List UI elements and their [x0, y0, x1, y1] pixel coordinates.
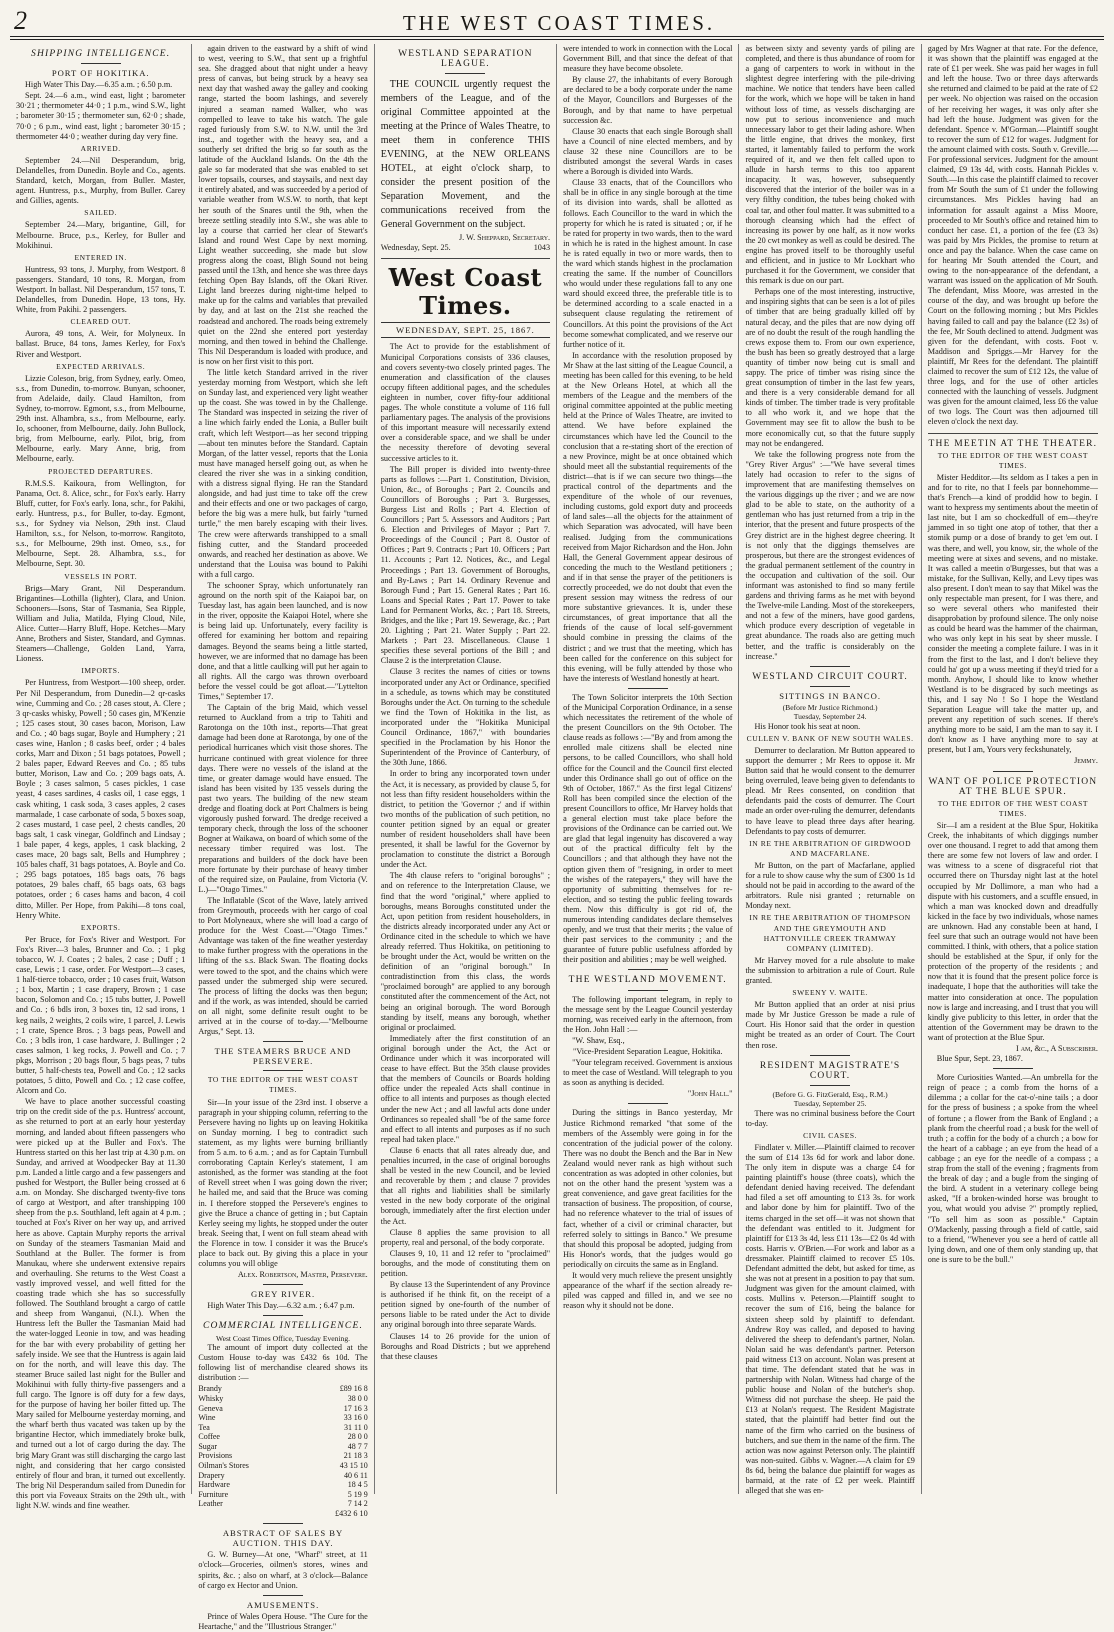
editorial-paragraph: The Act to provide for the establishment of Municipal Corporations consists of 336 clauses, and covers seventy-two closely printed pages. The enumeration and classification of the clauses occupy fifteen additional pages, and the schedules eighteen in number, cover fifty-four additional pages. The whole constitute a volume of 116 full parliamentary pages. The analysis of the provisions of this important measure will necessarily extend over a considerable space, and we shall be under the necessity therefore of devoting several successive articles to it. — [380, 342, 551, 463]
sittings-heading: SITTINGS IN BANCO. — [779, 690, 882, 701]
editorial-paragraph: The Bill proper is divided into twenty-three parts as follows :—Part 1. Constitution, Division, Union, &c., of Boroughs ; Part 2. Councils and Councillors of Boroughs ; Part 3. Burgesses, Burgess List and Rolls ; Part 4. Election of Councillors ; Part 5. Assessors and Auditors ; Part 6. Election and Privileges of Mayor ; Part 7. Proceedings of the Council ; Part 8. Oustor of Offices ; Part 9. Contracts ; Part 10. Officers ; Part 11. Accounts ; Part 12. Notices, &c., and Legal Proceedings ; Part 13. Government of Boroughs, and By-Laws ; Part 14. Ordinary Revenue and Borough Fund ; Part 15. General Rates ; Part 16. Loans and Special Rates ; Part 17. Power to take Land for Permanent Works, &c. ; Part 18. Streets, Bridges, and the like ; Part 19. Sewerage, &c. ; Part 20. Lighting ; Part 21. Water Supply ; Part 22. Markets ; Part 23. Miscellaneous. Clause 1 specifies these several portions of the Bill ; and Clause 2 is the interpretation Clause. — [380, 464, 551, 666]
editorial-masthead: West Coast Times. — [388, 263, 543, 321]
banco-paragraph: During the sittings in Banco yesterday, Mr Justice Richmond remarked "that some of the members of the Assembly were going in for the concentration of the judicial power of the colony. There was no doubt the Bench and the Bar in New Zealand would never rank as high without such concentration as was adopted in other colonies, but not on the other hand the present 'system was a great convenience, and gave great facilities for the transaction of business. The proposition, of course, had no reference whatever to the trial of issues of fact, whether of a civil or criminal character, but referred solely to sittings in Banco." We presume that should this proposal be adopted, judging from His Honor's words, that the judges would go periodically on circuits the same as in England. — [563, 1108, 733, 1269]
duty-item: Brandy — [198, 1384, 222, 1394]
civil-cases-heading: CIVIL CASES. — [803, 1130, 858, 1140]
divider — [810, 1085, 850, 1086]
telegram-addressee-title: "Vice-President Separation League, Hokitika. — [573, 1047, 723, 1056]
progress-paragraph: We take the following progress note from the "Grey River Argus" :—"We have several times lately had occasion to refer to the signs of improvement that are manifesting themselves on the various diggings up the river ; and we are now glad to be able to state, on the authority of a gentleman who has just returned from a trip in the interior, that the present and future prospects of the Grey district are in the highest degree cheering. It is not only that the diggings themselves are prosperous, but there are the strongest evidences of the gradual permanent settlement of the country in the occupation and cultivation of the soil. Our informant was astonished to find so many fertile gardens and thriving farms as he met with beyond the Twelve-mile Landing. Most of the storekeepers, and not a few of the miners, have good gardens, which produce every description of vegetable in great abundance. The roads also are getting much better, and the traffic is considerably on the increase." — [745, 449, 915, 661]
wharf-paragraph: It would very much relieve the present unsightly appearance of the wharf if the section already re-piled was capped and filled in, and we see no reason why it should not be done. — [563, 1270, 733, 1311]
entered-heading: ENTERED IN. — [74, 252, 127, 262]
divider — [263, 1041, 303, 1042]
editorial-paragraph: Clauses 14 to 26 provide for the union of Boroughs and Road Districts ; but we apprehend that these clauses — [380, 1331, 551, 1361]
columns — [10, 44, 1104, 1631]
masthead — [10, 6, 1104, 37]
vessels-in-port-text: Brigs—Mary Grant, Nil Desperandum. Brigantines—Lothilla (lighter), Clara, and Union. Schooners—Isons, Star of Tasmania, Sea Ripple, William and Julia, Matilda, Flying Cloud, Nile, Alice. Cutter—Harry Bluff, Hope. Ketches—Mary Anne, Brothers and Sister, Standard, and Gymnas. Steamers—Challenge, Golden Land, Yarra, Lioness. — [16, 583, 186, 664]
duty-amount: 33 16 0 — [343, 1413, 368, 1423]
coastal-news: We have to place another successful coasting trip on the credit side of the p.s. Huntress' account, as she returned to port at an early hour yesterday morning, and landed about fifteen passengers who were picked up at the Buller and Fox's. The Huntress started on this her last trip at 4.30 p.m. on Sunday, and arrived at Woodpecker Bay at 11.30 p.m. Landed a little cargo and a few passengers and pushed for Westport, the Buller being crossed at 6 a.m. on Monday. She discharged twenty-five tons of cargo at Westport, and after transhipping 100 sheep from the p.s. Southland, left again at 4 p.m. ; touched at Fox's River on her way up, and arrived here as above. Captain Murphy reports the arrival on Sunday of the steamers Tasmanian Maid and Southland at the Buller. The former is from Manukau, where she underwent extensive repairs and overhauling. She returns to the West Coast a vastly improved vessel, and well fitted for the coasting trade which she has so successfully followed. The Southland brought a cargo of cattle and sheep from Wanganui, (N.I.). When the Huntress left the Buller the Tasmanian Maid had the water-logged Leonie in tow, and was heading for the bar with every probability of getting her safely inside. We see that the Huntress is again laid on for the north, and will leave this day. The steamer Bruce sailed last night for the Buller and Mokihinui with fully thirty-five passengers and a full cargo. The Ignore is off duty for a few days, for the purpose of having her boiler fitted up. The Mary sailed for Melbourne yesterday morning, and the wharf berth thus vacated was taken up by the brigantine Hector, which immediately broke bulk, and turned out a lot of cargo during the day. The brig Mary Grant was still discharging the cargo last night, and considering that her cargo consisted entirely of flour and bran, it turned out excellently. The brig Nil Desperandum sailed from Dunedin for this port via Foveaux Straits on the 29th ult., with light N.W. winds and fine weather. — [16, 1097, 186, 1511]
divider — [993, 1068, 1033, 1069]
duty-amount: 17 16 3 — [343, 1403, 368, 1413]
imports-text: Per Huntress, from Westport—100 sheep, order. Per Nil Desperandum, from Dunedin—2 qr-casks wine, Cumming and Co. ; 28 cases stout, A. Clere ; 3 qr-casks whisky, Powell ; 50 cases gin, M'Kenzie ; 125 cases stout, 30 cases bacon, Morison, Law and Co. ; 40 bags sugar, Boyle and Humphery ; 21 cases wine, Hanlon ; 8 casks beef, order ; 4 bales corks, Marr and Dixon ; 51 bags potatoes, Powell ; 2 bales paper, Edward Reeves and Co. ; 85 tubs butter, Morison, Law and Co. ; 209 bags oats, A. Boyle ; 3 cases salmon, 5 cases pickles, 1 case yeast, 4 cases sardines, 4 casks oil, 1 case eggs, 1 cask whiting, 1 cask soda, 3 cases apples, 2 cases marmalade, 1 case carbonate of soda, 5 boxes soap, 2 cases mustard, 1 case peel, 2 chests candles, 20 bags salt, 1 cask vinegar, Goldfinch and Lindsay ; 1 bale paper, 4 kegs, apples, 1 cask blacking, 2 cases mace, 20 bags salt, Bells and Humphrey ; 105 bales chaff, 31 bags potatoes, A. Boyle and Co. ; 295 bags potatoes, 185 bags oats, 76 bags potatoes, 29 bales chaff, 65 bags oats, 63 bags potatoes, order ; 6 cases hams and bacon, 4 coil ditto, Miller. Per Hope, from Pakihi—8 tons coal, Henry White. — [16, 678, 186, 920]
weather-report: Sept. 24.—6 a.m., wind east, light ; barometer 30·21 ; thermometer 44·0 ; 1 p.m., wind S.W., light ; barometer 30·15 ; thermometer sun, 62·0 ; shade, 70·0 ; 6 p.m., wind east, light ; barometer 30·15 ; thermometer 44·0 ; weather during day very fine. — [16, 91, 186, 141]
to-editor-line: TO THE EDITOR OF THE WEST COAST TIMES. — [207, 1075, 359, 1095]
divider — [628, 990, 668, 991]
to-editor-line: TO THE EDITOR OF THE WEST COAST TIMES. — [937, 798, 1089, 818]
case-heading: IN RE THE ARBITRATION OF THOMPSON AND THE GREYMOUTH AND HATTONVILLE CREEK TRAMWAY COMPANY (LIMITED). — [749, 913, 911, 953]
duty-item: Coffee — [198, 1432, 220, 1442]
court-opening: His Honor took his seat at noon. — [754, 721, 861, 731]
to-editor-line: TO THE EDITOR OF THE WEST COAST TIMES. — [937, 450, 1089, 470]
duty-amount: 21 18 3 — [343, 1451, 368, 1461]
spray-report: The schooner Spray, which unfortunately ran aground on the north spit of the Kaiapoi bar, on Tuesday last, has again been launched, and is now in the river, opposite the Kaiapoi Hotel, where she is being laid up. Unfortunately, every facility is offered for examining her bottom and repairing damages. Beyond the seams being a little started, however, we are informed that no damage has been done, and that a little caulking will put her again to all rights. All the cargo was thrown overboard before the vessel could be got afloat.—"Lyttelton Times," September 17. — [198, 580, 368, 701]
piles-paragraph: as between sixty and seventy yards of piling are completed, and there is thus abundance of room for a gang of carpenters to work in without in the slightest degree interfering with the pile-driving machine. We notice that tenders have been called for the work, which we hope will be taken in hand without loss of time, as vessels discharging are now put to serious inconvenience and much unnecessary labor to get their lading ashore. When the little engine, that drives the monkey, first started, it lamentably failed to perform the work required of it, and we then felt called upon to allude in harsh terms to this too apparent incapacity. It was, however, subsequently discovered that the interior of the boiler was in a very filthy condition, the tubes being choked with coal tar, and other foul matter. It was submitted to a thorough cleansing which had the effect of increasing its power by one half, as it now works the 20 cwt monkey as well as could be desired. The engine has proved itself to be thoroughly useful and efficient, and in justice to Mr Lockhart who purchased it for the Government, we consider that this remark is due on our part. — [745, 44, 915, 286]
divider — [810, 1055, 850, 1056]
divider — [445, 73, 485, 74]
port-heading: PORT OF HOKITIKA. — [51, 68, 150, 79]
duty-row — [198, 1471, 367, 1481]
police-letter-date: Blue Spur, Sept. 23, 1867. — [936, 1054, 1023, 1064]
vessels-in-port-heading: VESSELS IN PORT. — [64, 571, 138, 581]
league-date: Wednesday, Sept. 25. — [380, 243, 451, 253]
duty-amount: 28 0 0 — [347, 1432, 368, 1442]
newspaper-title: THE WEST COAST TIMES. — [402, 11, 716, 35]
divider — [810, 666, 850, 667]
duty-row — [198, 1423, 367, 1433]
court-date: Tuesday, September 24. — [793, 712, 867, 722]
masthead-rule — [10, 39, 1104, 40]
telegram-text: "Your telegram received. Government is anxious to meet the case of Westland. Will telegraph to you as soon as anything is decided. — [563, 1058, 733, 1088]
auction-text: G. W. Burney—At one, "Wharf" street, at 11 o'clock—Groceries, oilmen's stores, wines and spirits, &c. ; also on wharf, at 3 o'clock—Balance of cargo ex Hector and Union. — [198, 1550, 368, 1590]
police-letter-heading: WANT OF POLICE PROTECTION AT THE BLUE SPUR. — [928, 776, 1098, 797]
court-before: (Before Mr Justice Richmond.) — [782, 702, 878, 712]
divider — [263, 1523, 303, 1524]
rm-date: Tuesday, September 25. — [793, 1099, 867, 1109]
duty-row — [198, 1499, 367, 1509]
movement-text: The following important telegram, in reply to the message sent by the League Council yesterday morning, was received early in the afternoon, from the Hon. John Hall :— — [563, 994, 733, 1034]
cleared-text: Aurora, 49 tons, A. Weir, for Molyneux. In ballast. Bruce, 84 tons, James Kerley, for Fox's River and Westport. — [16, 329, 186, 359]
circuit-court-heading: WESTLAND CIRCUIT COURT. — [752, 671, 908, 682]
telegram-signature: "John Hall." — [687, 1089, 733, 1099]
rm-before: (Before G. G. FitzGerald, Esq., R.M.) — [772, 1089, 888, 1099]
duty-item: Leather — [198, 1499, 223, 1509]
editorial-paragraph: In order to bring any incorporated town under the Act, it is necessary, as provided by clause 5, for not less than fifty resident householders within the district, to petition the 'Governor ;' and if within two months of the publication of such petition, no counter petition signed by an equal or greater number of resident householders shall have been presented, it shall be lawful for the Governor by proclamation to constitute the district a Borough under the Act. — [380, 769, 551, 870]
duty-amount: 40 6 11 — [344, 1470, 368, 1480]
column-1 — [10, 44, 192, 1511]
editorial-paragraph: Clause 3 recites the names of cities or towns incorporated under any Act or Ordinance, specified in a schedule, as towns which may be constituted Boroughs under the Act. On turning to the schedule we find the Town of Hokitika in the list, as incorporated under the "Hokitika Municipal Council Ordinance, 1867," with boundaries specified in the Proclamation by his Honor the Superintendent of the Province of Canterbury, of the 30th June, 1866. — [380, 667, 551, 768]
wave-report: The Inflatable (Scot of the Wave, lately arrived from Greymouth, proceeds with her cargo of coal to Port Molyneaux, where she will load a cargo of produce for the West Coast.—"Otago Times." Advantage was taken of the fine weather yesterday to make further progress with the operations in the lifting of the s.s. Black Swan. The floating docks were towed to the spot, and the chains which were passed under the submerged ship were secured. The process of lifting the docks was then begun; and if the work, as was intended, should be carried on all night, some definite result ought to be arrived at in the course of to-day.—"Melbourne Argus," Sept. 13. — [198, 895, 368, 1037]
rule — [928, 433, 1098, 434]
divider — [263, 1070, 303, 1071]
civil-cases-continued: gaged by Mrs Wagner at that rate. For the defence, it was shown that the plaintiff was engaged at the rate of £1 per week. She was paid her wages in full and left the house. Two or three days afterwards she returned and claimed to be paid at the rate of £2 per week. No objection was raised on the occasion of her receiving her wages, it was only after she had left the house. Judgment was given for the defendant. Spence v. M'Gorman.—Plaintiff sought to recover the sum of £12 for wages. Judgment for the amount claimed with costs. South v. Greville.—For professional services. Judgment for the amount claimed, £9 13s 4d, with costs. Hannah Pickles v. South.—In this case the plaintiff claimed to recover from Mr South the sum of £1 under the following circumstances. Mrs Pickles having had an information for assault against a Miss Moore, proceeded to Mr South's office and retained him to conduct her case. £1, a portion of the fee (£3 3s) was paid by Mrs Pickles, the promise to return at once and pay the balance. When the case came on for hearing Mr South attended the Court, and owing to the non-appearance of the defendant, a warrant was issued on the application of Mr South. The defendant, Miss Moore, was arrested in the course of the day, and was brought up before the Court on the following morning ; but Mrs Pickles having failed to call and pay the balance (£2 3s) of the fee, Mr South declined to attend. Judgment was given for the defendant, with costs. Foot v. Maddison and Spriggs.—Mr Harvey for the plaintiff, Mr Rees for the defendant. The plaintiff claimed to recover the sum of £12 12s, the value of three logs, and for the use of other articles connected with the launching of vessels. Judgment was given for the amount claimed, less £6 the value of two logs. The Court was then adjourned till eleven o'clock the next day. — [927, 44, 1098, 427]
editorial-paragraph: In accordance with the resolution proposed by Mr Shaw at the last sitting of the League Council, a meeting has been called for this evening, to be held at the New Orleans Hotel, at which all the members of the League and the members of the original committee appointed at the public meeting held at the Prince of Wales Theatre, are invited to attend. We have before explained the circumstances which have led the Council to the conclusion that a re-stating short of the erection of a new Province, might be at once obtained which should meet all the substantial requirements of the district—that is if we can secure two things—the practical control of the departments and the expenditure of the whole of our revenues, including customs, gold export duty and proceeds of land sales—all the objects for the attainment of which Separation was advocated, will have been realised. Judging from the communications received from Major Richardson and the Hon. John Hall, the General Government appear desirous of conceding the much to the Westland petitioners ; and if in that sense the prayer of the petitioners is correctly proceeded, we do not doubt that even the present session may witness the redress of our more substantive grievances. It is, under these circumstances, of great importance that all the friends of the cause of local self-government should combine in pressing the claims of the district ; and we trust that the meeting, which has been called for the conference on this subject for this evening, will be fully attended by those who have the interests of Westland honestly at heart. — [563, 350, 733, 683]
duty-row — [198, 1404, 367, 1414]
case-text: Demurrer to declaration. Mr Button appeared to support the demurrer ; Mr Rees to oppose it. Mr Button said that he would consent to the demurrer being overruled, leave being given to defendants to plead. Mr Rees consented, on condition that defendants paid the costs of demurrer. The Court made an order over-ruling the demurrer, defendants to have leave to plead three days after hearing. Defendants to pay costs of demurrer. — [745, 745, 915, 836]
duty-item: Drapery — [198, 1470, 225, 1480]
page-number: 2 — [14, 6, 27, 35]
editorial-paragraph: The 4th clause refers to "original boroughs" ; and on reference to the Interpretation Clause, we find that the word "original," where applied to boroughs, means Boroughs constituted under the Act, upon petition from resident householders, in the districts already incorporated under any Act or Ordinance cited in the schedule to which we have already referred. Thus Hokitika, on petitioning to be brought under the Act, would be written on the definition of an "original borough." In contradistinction from this class, the words "proclaimed borough" are applied to any borough constituted after the commencement of the Act, not being an original borough. The word Borough standing by itself, means any borough, whether original or proclaimed. — [380, 871, 551, 1032]
league-signature: J. W. Sheppard, Secretary. — [458, 233, 551, 243]
duty-row — [198, 1394, 367, 1404]
duty-row — [198, 1461, 367, 1471]
grey-high-water: High Water This Day.—6.32 a.m. ; 6.47 p.m. — [207, 1301, 355, 1311]
divider — [263, 1315, 303, 1316]
editorial-paragraph: were intended to work in connection with the Local Government Bill, and that since the defeat of that measure they have become obsolete. — [563, 44, 733, 74]
theatre-signature: Jemmy. — [1074, 756, 1098, 766]
duty-amount: 7 14 2 — [347, 1499, 368, 1509]
grey-river-heading: GREY RIVER. — [250, 1289, 316, 1300]
theatre-letter-heading: THE MEETIN AT THE THEATER. — [928, 438, 1098, 449]
arrived-heading: ARRIVED. — [80, 143, 121, 153]
commercial-subheading: West Coast Times Office, Tuesday Evening. — [216, 1333, 351, 1343]
projected-departures-text: R.M.S.S. Kaikoura, from Wellington, for Panama, Oct. 8. Alice, schr., for Fox's early. Harry Bluff, cutter, for Fox's early. Iona, schr., for Pakihi, early. Huntress, p.s., for Buller, to-day. Egmont, s.s., for Sydney via Nelson, 29th inst. Claud Hamilton, s.s., for Nelson, to-morrow. Rangitoto, s.s., for Melbourne, 29th inst. Omeo, s.s., for Melbourne, Sept. 28. Alhambra, s.s., for Melbourne, Sept. 30. — [16, 478, 186, 569]
exports-text: Per Bruce, for Fox's River and Westport. For Fox's River—3 bales, Brunner and Co. ; 1 pkg tobacco, W. J. Coates ; 2 bales, 2 case ; Duff ; 1 case, Lewis ; 1 case, order. For Westport—3 cases, 1 half-tierce tobacco, order ; 10 cases fruit, Watson ; 1 box, Martin ; 1 case drapery, Brown ; 1 case bacon, Solomon and Co. ; 15 tubs butter, J. Powell and Co. ; 6 bdls iron, 3 boxes tin, 12 sad irons, 1 keg nails, 2 weights, 2 coils wire, 1 parcel, J. Lewis ; 1 crate, Spence Bros. ; 3 bags peas, Powell and Co. ; 3 bdls iron, 1 case hardware, J. Bullinger ; 2 cases salmon, 1 keg rocks, J. Powell and Co. ; 7 pkgs, Morrison ; 20 bags flour, 5 bags peas, 7 tubs butter, 5 half-chests tea, Powell and Co. ; 12 sacks potatoes, 5 ditto, Powell and Co. ; 12 case coffee, Alcorn and Co. — [16, 934, 186, 1096]
duty-row — [198, 1480, 367, 1490]
duty-item: Provisions — [198, 1451, 233, 1461]
editorial-paragraph: Clauses 9, 10, 11 and 12 refer to "proclaimed" boroughs, and the mode of constituting them on petition. — [380, 1248, 551, 1278]
entered-text: Huntress, 93 tons, J. Murphy, from Westport. 8 passengers. Standard, 10 tons, R. Morgan, from Westport. In ballast. Nil Desperandum, 157 tons, T. Delandelles, from Dunedin. Hope, 13 tons, Hy. White, from Pakihi. 2 passengers. — [16, 264, 186, 315]
editorial-paragraph: Clause 33 enacts, that of the Councillors who shall be in office in any single borough at the time of its division into wards, shall be allotted as follows. Each Councillor to the ward in which the property for which he is rated is situated ; or, if he be rated for property in two wards, then to the ward in which he is rated in the highest amount. In case he is rated equally in two or more wards, then to the ward which stands highest in the proclamation creating the same. If the number of Councillors who would under these regulations fall to any one ward should exceed three, the preferable title is to be determined according to a scale enacted in a subsequent clause regulating the retirement of Councillors. At this point the provisions of the Act become somewhat complicated, and we reserve our further notice of it. — [563, 178, 733, 349]
column-4 — [557, 44, 739, 1494]
editorial-paragraph: Clause 6 enacts that all rates already due, and penalties incurred, in the case of original boroughs shall be vested in the new Council, and be levied and recoverable by them ; and clause 7 provides that all rights and liabilities shall be similarly vested in the new body corporate of the original borough, immediately after the first election under the Act. — [380, 1145, 551, 1226]
duty-item: Sugar — [198, 1441, 218, 1451]
duty-row — [198, 1442, 367, 1452]
case-text: Mr Harvey moved for a rule absolute to make the submission to arbitration a rule of Court. Rule granted. — [745, 955, 915, 985]
shipping-heading: SHIPPING INTELLIGENCE. — [31, 49, 171, 59]
cleared-heading: CLEARED OUT. — [70, 317, 131, 327]
projected-departures-heading: PROJECTED DEPARTURES. — [48, 466, 154, 476]
duty-item: Wine — [198, 1413, 216, 1423]
high-water: High Water This Day.—6.35 a.m. ; 6.50 p.m. — [25, 80, 173, 90]
editorial-paragraph: Clause 30 enacts that each single Borough shall have a Council of nine elected members, and by clause 32 these nine Councillors are to be distributed amongst the several Wards in cases where a Borough is divided into Wards. — [563, 126, 733, 177]
duty-amount: 5 19 9 — [347, 1489, 368, 1499]
editorial-dateline: WEDNESDAY, SEPT. 25, 1867. — [381, 322, 550, 338]
auction-heading: ABSTRACT OF SALES BY AUCTION. THIS DAY. — [222, 1528, 344, 1549]
duty-amount: £89 16 8 — [339, 1384, 368, 1394]
arrived-text: September 24.—Nil Desperandum, brig, Delandelles, from Dunedin. Boyle and Co., agents. Standard, ketch, Morgan, from Buller. Master, agent. Huntress, p.s., Murphy, from Buller. Carey and Gillies, agents. — [16, 155, 186, 206]
duties-total: £432 6 10 — [334, 1509, 368, 1519]
exports-heading: EXPORTS. — [80, 922, 121, 932]
duty-row — [198, 1384, 367, 1394]
westland-movement-heading: THE WESTLAND MOVEMENT. — [568, 975, 727, 986]
case-text: Mr Button, on the part of Macfarlane, applied for a rule to show cause why the sum of £300 1s 1d should not be paid in according to the award of the arbitrators. Rule nisi granted ; returnable on Monday next. — [745, 860, 915, 911]
divider — [81, 63, 121, 64]
amusements-text: Prince of Wales Opera House. "The Cure for the Heartache," and the "Illustrious Stranger." — [198, 1611, 368, 1631]
league-dateline — [381, 243, 550, 253]
amusements-heading: AMUSEMENTS. — [246, 1599, 320, 1610]
police-letter: Sir—I am a resident at the Blue Spur, Hokitika Creek, the inhabitants of which diggings number over one thousand. I regret to add that among them there are some few not lovers of law and order. I was witness to a scene of disgraceful riot that occurred there on Thursday night last at the hotel occupied by Mr Dollimore, a man who had a dispute with his customers, and a scuffle ensued, in which a man was knocked down and dreadfully kicked in the face by two individuals, whose names are unknown. Had any constable been at hand, I feel sure that such an outrage would not have been committed. I think, with others, that a police station should be established at the Spur, if only for the protection of the property of the residents ; and now that it is found that the present police force is inadequate, I hope that the authorities will take the matter into consideration at once. The population now is large and increasing, and I trust that you will kindly give publicity to this letter, in order that the attention of the Government may be drawn to the want of protection at the Blue Spur. — [927, 820, 1098, 1042]
telegram-addressee: "W. Shaw, Esq., — [572, 1035, 625, 1045]
letter-signature: Alex. Robertson, Master, Persevere. — [237, 1270, 368, 1280]
editorial-paragraph: Immediately after the first constitution of an original borough under the Act, the Act or Ordinance under which it was incorporated will cease to have effect. But the 35th clause provides that the members of Councils or Boards holding office under the repealed Acts shall continue in office to all intents and purposes as though elected under the new Act ; and all lawful acts done under Ordinances so repealed shall "be of the same force and effect to all intents and purposes as if no such repeal had taken place." — [380, 1033, 551, 1144]
case-heading: CULLEN V. BANK OF NEW SOUTH WALES. — [746, 733, 914, 743]
league-heading: WESTLAND SEPARATION LEAGUE. — [398, 49, 533, 70]
duty-amount: 38 0 0 — [347, 1393, 368, 1403]
league-ref: 1043 — [533, 243, 551, 253]
editorial-paragraph: By clause 13 the Superintendent of any Province is authorised if he think fit, on the receipt of a petition signed by one-fourth of the number of persons liable to be rated under the Act to divide any original borough into three separate Wards. — [380, 1280, 551, 1330]
editorial-paragraph: By clause 27, the inhabitants of every Borough are declared to be a body corporate under the name of the Mayor, Councillors and Burgesses of the Borough, and by that name to have perpetual succession &c. — [563, 75, 733, 125]
case-text: Mr Button applied that an order at nisi prius made by Mr Justice Gresson be made a rule of Court. His Honor said that the order in question might be treated as an order of Court. The Court then rose. — [745, 1000, 915, 1050]
duty-item: Furniture — [198, 1489, 229, 1499]
divider — [263, 1595, 303, 1596]
standard-report: The little ketch Standard arrived in the river yesterday morning from Westport, which she left on Sunday last, and experienced very light weather up the coast. She was towed in by the Challenge. The Standard was inspected in seizing the river of a line which fairly ended the Lonia, a Buller built craft, which left Westport—as her second tripping—about ten minutes before the Standard. Captain Morgan, of the latter vessel, reports that the Lonia must have managed herself going out, as when he cleared the river she was in a sinking condition, with a distress signal flying. He ran the Standard alongside, and had just time to take off the crew and their effects and one or two packages of cargo, before the big was a mere hulk, but fairly "turned turtle," the men barely escaping with their lives. The crew were afterwards transhipped to a small fishing cutter, and the Standard proceeded onwards, and reached her destination as above. We understand that the Louisa was bound to Pakihi with a full cargo. — [198, 368, 368, 579]
league-notice: THE COUNCIL urgently request the members of the League, and of the original Committee appointed at the meeting at the Prince of Wales Theatre, to meet them in conference THIS EVENING, at the NEW ORLEANS HOTEL, at eight o'clock sharp, to consider the present position of the Separation Movement, and the communications received from the General Government on the subject. — [380, 79, 551, 231]
duty-amount: 43 15 10 — [339, 1461, 368, 1471]
duty-item: Geneva — [198, 1403, 223, 1413]
duty-item: Tea — [198, 1422, 210, 1432]
timber-paragraph: Perhaps one of the most interesting, instructive, and inspiring sights that can be seen is a lot of piles of timber that are being gradually killed off by natural decay, and the piles that are now dying off are of no doubt the result of the rough handling the crews expose them to. From our own experience, the bush has been so greatly destroyed that a large quantity of timber now being cut is small and sappy. The price of timber was rising since the great consumption of timber in the last few years, and there is a very considerable demand for all kinds of timber. The timber trade is very profitable to all who work it, and we hope that the Government may see fit to allow the bush to be more economically cut, so that the future supply may not be endangered. — [745, 287, 915, 448]
case-heading: IN RE THE ARBITRATION OF GIRDWOOD AND MACFARLANE. — [749, 838, 912, 858]
duty-row — [198, 1413, 367, 1423]
divider — [993, 771, 1033, 772]
column-3 — [375, 44, 557, 1494]
column-6 — [922, 44, 1104, 1494]
sailed-text: September 24.—Mary, brigantine, Gill, for Melbourne. Bruce, p.s., Kerley, for Buller and Mokihinui. — [16, 220, 186, 250]
police-letter-signature: I am, &c., A Subscriber. — [1015, 1044, 1098, 1053]
divider — [628, 969, 668, 970]
commercial-text: The amount of import duty collected at the Custom House to-day was £432 6s 10d. The following list of merchandise cleared shows its distribution :— — [198, 1342, 368, 1383]
imports-heading: IMPORTS. — [81, 666, 121, 676]
duty-amount: 48 7 7 — [347, 1441, 368, 1451]
divider — [628, 1103, 668, 1104]
rule — [381, 258, 550, 259]
expected-arrivals-text: Lizzie Coleson, brig, from Sydney, early. Omeo, s.s., from Dunedin, to-morrow. Bunyan, schooner, from Adelaide, daily. Claud Hamilton, from Sydney, to-morrow. Egmont, s.s., from Melbourne, 29th inst. Alhambra, s.s., from Melbourne, early. Io, schooner, from Melbourne, daily. John Bullock, brig, from Melbourne, early. Pilot, brig, from Melbourne, early. Mary Anne, brig, from Melbourne, early. — [16, 373, 186, 464]
duties-table — [198, 1384, 367, 1509]
rm-note: There was no criminal business before the Court to-day. — [745, 1108, 915, 1128]
column-5 — [739, 44, 921, 1494]
voyage-report: again driven to the eastward by a shift of wind to west, veering to S.W., that sent up a frightful sea. She dragged about that night under a heavy press of canvas, but being struck by a heavy sea next day that washed away the galley and cooking range, started the boom lashings, and severely injured a seaman named Walker, who was compelled to leave to take his watch. The gale raged furiously from S.W. to N.W. until the 3rd inst., and together with the heavy sea, and a southerly set drifted the brig so far south as the latitude of the Auckland Islands. On the 4th the gale so far moderated that she was enabled to set lower topsails, courses, and staysails, and next day it entirely abated, and was succeeded by a period of variable weather from W.S.W. to north, that kept her south of the Snares until the 9th, when the breeze settling steadily into S.W., she was able to lay a course that carried her clear of Stewart's Island and round West Cape by next morning. Light weather succeeding, she made but slow progress along the coast, Bligh Sound not being passed until the 13th, and hence she was three days fetching Open Bay Islands, off the Okari River. Light land breezes during night-time helped to make up for the calms and variables that prevailed by day, and at last on the 21st she reached the roadstead and anchored. The roads being extremely quiet on the 22nd she entered port yesterday morning, and then towed in behind the Challenge. This Nil Desperandum is loaded with produce, and is now on her first visit to this port. — [198, 44, 368, 366]
divider — [263, 1284, 303, 1285]
editorial-paragraph: Clause 8 applies the same provision to all property, real and personal, of the body corporate. — [380, 1227, 551, 1247]
duty-amount: 31 11 0 — [344, 1422, 368, 1432]
steamers-letter: Sir—In your issue of the 23rd inst. I observe a paragraph in your shipping column, referring to the Persevere having no lights up on leaving Hokitika on Sunday morning. I beg to contradict such statement, as my lights were burning brilliantly from 5 a.m. to 6 a.m. ; and as for Captain Turnbull corroborating Captain Kerley's statement, I am astonished, as the former was standing at the foot of Revell street when I was going down the river; he hailed me, and said that the Bruce was coming in. I therefore stopped the Persevere's engines to give the Bruce a chance of getting in ; but Captain Kerley seeing my lights, he stopped under the outer break. Seeing that, I went on full steam ahead with the Florence in tow. I consider it was the Bruce's place to back out. By giving this a place in your columns you will oblige — [198, 1097, 368, 1269]
duty-item: Oilman's Stores — [198, 1461, 249, 1471]
sailed-heading: SAILED. — [84, 208, 118, 218]
curiosities-paragraph: More Curiosities Wanted.—An umbrella for the reign of peace ; a comb from the horns of a dilemma ; a collar for the cat-o'-nine tails ; a door for the press of business ; a spoke from the wheel of fortune ; a flower from the Bank of England ; a plank from the cheerful road ; a busk for the well of truth ; a coffin for the body of a church ; a bow for the heart of a cabbage ; an eye from the head of a cabbage ; an eye for the needle of a compass ; a strap from the stall of the evening ; fragments from the break of day ; and a bugle from the singing of the bird. A student in a veterinary college being asked, "If a broken-winded horse was brought to you, what would you advise ?" promptly replied, "To sell him as soon as possible." Captain O'Mackenly, passing through a field of cattle, said to a friend, "Whenever you see a herd of cattle all lying down, and one of them only standing up, that one is sure to be the bull." — [927, 1073, 1098, 1264]
expected-arrivals-heading: EXPECTED ARRIVALS. — [56, 361, 146, 371]
civil-cases-text: Findlater v. Miller.—Plaintiff claimed to recover the sum of £14 13s 6d for work and labor done. The only item in dispute was a charge £4 for painting plaintiff's house (three coats), which the defendant denied having received. The defendant had filed a set off amounting to £13 3s. for work and labor done by him for plaintiff. Two of the items charged in the set off—it was not shown that the defendant was entitled to it. Judgment for plaintiff for £13 3s 4d, less £11 13s—£2 0s 4d with costs. Harris v. O'Brien.—For work and labor as a dressmaker. Plaintiff claimed to recover £5 10s. Defendant admitted the debt, but asked for time, as she was not at present in a position to pay that sum. Judgment was given for the amount claimed, with costs. Mullins v. Peterson.—Plaintiff sought to recover the sum of £16, being the balance for sixteen sheep sold by plaintiff to defendant. Andrew Roy was called, and deposed to having delivered the sheep to defendant's partner, Nolan. Nolan said he was defendant's partner. Peterson paid witness £13 on account. Nolan was present at that time. The defendant stated that he was in partnership with Nolan. Witness had charge of the public house and Nolan of the butcher's shop. Witness did not purchase the sheep. He paid the £13 at Nolan's request. The Resident Magistrate stated, that the plaintiff had better find out the name of the firm who carried on the business of butchers, and sue them in the name of the firm. The action was now against Peterson only. The plaintiff was non-suited. Gibbs v. Wagner.—A claim for £9 8s 6d, being the balance due plaintiff for wages as barmaid, at the rate of £2 per week. Plaintiff alleged that she was en- — [745, 1142, 915, 1496]
duty-item: Hardware — [198, 1480, 230, 1490]
editorial-paragraph: The Town Solicitor interprets the 10th Section of the Municipal Corporation Ordinance, in a sense which necessitates the retirement of the whole of the present Councillors on the 9th October. The clause reads as follows :—"By and from among the enrolled male citizens shall be elected nine persons, to be called Councillors, who shall hold office for the Council and the Council first elected under this Ordinance shall go out of office on the 9th of October, 1867." As the first legal Citizens' Roll has been compiled since the election of the present Councillors to office, Mr Harvey holds that a general election must take place before the provisions of the Ordinance can be carried out. We are glad that legal ingenuity has discovered a way out of the practical difficulty felt by the Councillors ; and that although they have not the option given them of "resigning, in order to meet the wishes of the ratepayers," they will have the opportunity of submitting themselves for re-election, and so testing the public feeling towards them. Now this difficulty is got rid of, the numerous intending candidates declare themselves openly, and we trust that their merits ; the value of their past services to the community ; and the guarantee of future public usefulness afforded by their position and abilities ; may be well weighed. — [563, 692, 733, 965]
commercial-heading: COMMERCIAL INTELLIGENCE. — [203, 1321, 364, 1332]
column-2 — [192, 44, 374, 1631]
rm-court-heading: RESIDENT MAGISTRATE'S COURT. — [759, 1060, 901, 1081]
divider — [810, 686, 850, 687]
theatre-letter: Mister Hedditor.—Its seldom as I takes a pen in and for to rite, no that I feels par bonnehomme—that's French—a kind of proddid how to begin. I want to hexpress my sentiments about the meetin of last nite, but I am so chockedfull of em—they're jammed in so tight one atop of tother, that ther a stomik pump or a dose of brandy to get 'em out. I was there, and well, you know, sir, the whole of the meeting were at sixes and sevens, and no mistake. It was called a meetin o'Burgesses, but that was a mistake, for the Sullivan, Kelly, and Levy tipes was also present. I don't mean to say that Mikel was the only respectable man present, for I was there, and so were several others who manifested their disapprobation by profound silence. The only noise as could be heard was the hammer of the chairman, who was only kept in his seat by sheer mussle. I consider the meeting a complete failure. I was in it from the first to the last, and I don't believe they could ha' got up a wuss meeting if they'd tried for a month. Anyhow, I should like to know whether Westland is to be disgraced by such meetings as this, and I say No ! So I hope the Westland Separation League will take the matter up, and prevent any repetition of such scenes. If there's anything more to be said, I am the man to say it. I don't know as I have anything more to say at present, but I am, Yours very feckshunately, — [927, 472, 1098, 755]
duty-item: Whisky — [198, 1393, 224, 1403]
divider — [628, 688, 668, 689]
duty-row — [198, 1432, 367, 1442]
duty-amount: 18 4 5 — [347, 1480, 368, 1490]
duty-row — [198, 1490, 367, 1500]
case-heading: SWEENY V. WAITE. — [792, 988, 868, 998]
steamers-heading: THE STEAMERS BRUCE AND PERSEVERE. — [214, 1046, 352, 1067]
otago-report: The Captain of the brig Maid, which vessel returned to Auckland from a trip to Tahiti and Rarotonga on the 10th inst., reports—That great damage had been done at Rarotonga, by one of the periodical hurricanes which visit those shores. The hurricane continued with great violence for three days. There were no vessels of the island at the time, or greater damage would have ensued. The island has been visited by 135 vessels during the past two years. The building of the new steam dredge and floating dock at Port Chalmers is being vigorously pushed forward. The dredge received a temporary check, through the loss of the schooner Bogner at Waikawa, on board of which some of the necessary timber required was lost. The preparations and builders of the dock have been more fortunate by their purchase of heavy timber of the required size, on Paulaine, from Victoria (V. L.)—"Otago Times." — [198, 703, 368, 894]
duty-row — [198, 1451, 367, 1461]
